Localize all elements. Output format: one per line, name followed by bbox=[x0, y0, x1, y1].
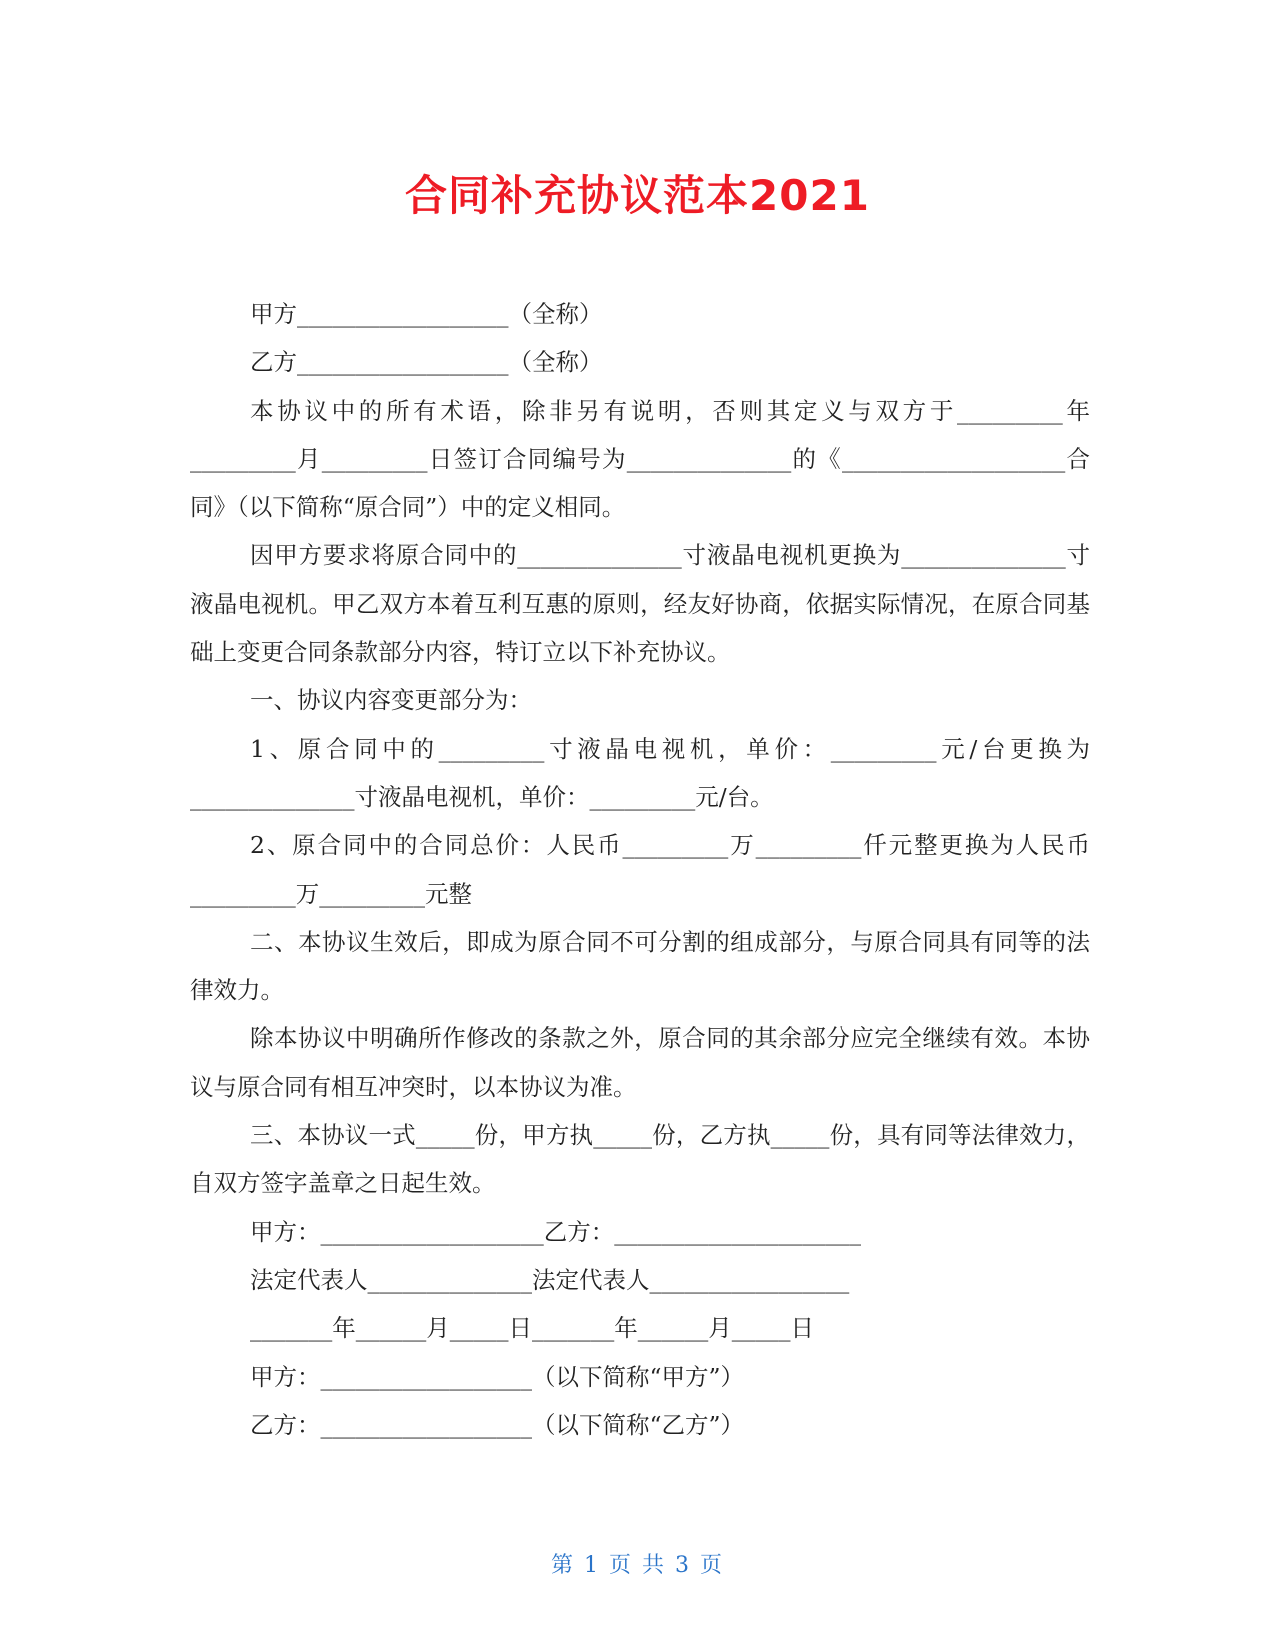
signature-parties-line: 甲方：___________________乙方：_____________________ bbox=[250, 1217, 861, 1246]
terms-definition-paragraph: 本协议中的所有术语，除非另有说明，否则其定义与双方于_________年_________月_________日签订合同编号为______________的《___________________合同》（以下简称“原合同”）中的定义相同。 bbox=[190, 396, 1090, 522]
clause-1: 1、原合同中的_________寸液晶电视机，单价：_________元/台更换为______________寸液晶电视机，单价：_________元/台。 bbox=[190, 734, 1090, 811]
page-number-footer: 第 1 页 共 3 页 bbox=[551, 1553, 724, 1578]
document-body bbox=[190, 290, 1090, 1449]
party-b-line: 乙方__________________（全称） bbox=[250, 348, 603, 377]
section-one-heading: 一、协议内容变更部分为： bbox=[250, 686, 532, 715]
party-b-abbreviation-line: 乙方：__________________（以下简称“乙方”） bbox=[250, 1410, 745, 1439]
section-three-paragraph: 三、本协议一式_____份，甲方执_____份，乙方执_____份，具有同等法律效力，自双方签字盖章之日起生效。 bbox=[190, 1121, 1090, 1198]
background-paragraph: 因甲方要求将原合同中的______________寸液晶电视机更换为______________寸液晶电视机。甲乙双方本着互利互惠的原则，经友好协商，依据实际情况，在原合同基础上变更合同条款部分内容，特订立以下补充协议。 bbox=[190, 541, 1090, 667]
party-a-line: 甲方__________________（全称） bbox=[250, 300, 603, 328]
legal-representative-line: 法定代表人______________法定代表人_________________ bbox=[250, 1265, 850, 1294]
section-two-paragraph: 二、本协议生效后，即成为原合同不可分割的组成部分，与原合同具有同等的法律效力。 bbox=[190, 927, 1090, 1005]
party-a-abbreviation-line: 甲方：__________________（以下简称“甲方”） bbox=[250, 1362, 745, 1391]
signature-date-line: _______年______月_____日_______年______月_____日 bbox=[250, 1314, 814, 1343]
document-title: 合同补充协议范本2021 bbox=[405, 171, 870, 220]
validity-paragraph: 除本协议中明确所作修改的条款之外，原合同的其余部分应完全继续有效。本协议与原合同有相互冲突时，以本协议为准。 bbox=[190, 1024, 1090, 1101]
clause-2: 2、原合同中的合同总价：人民币_________万_________仟元整更换为人民币_________万_________元整 bbox=[190, 831, 1090, 908]
